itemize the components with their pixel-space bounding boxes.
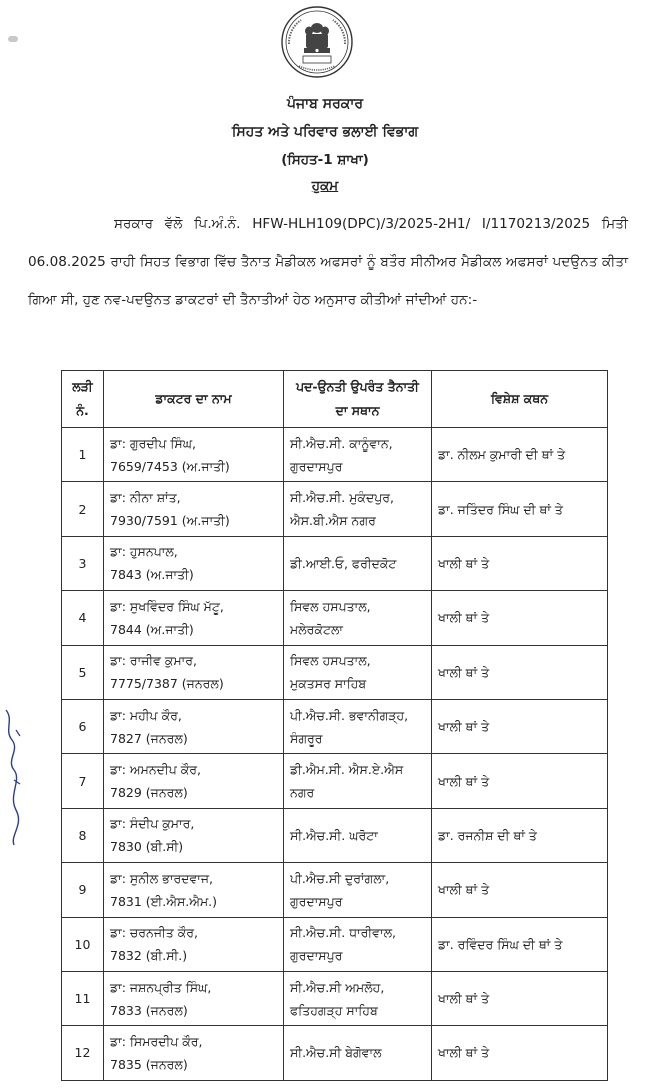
cell-serial: 8 (62, 808, 104, 862)
doctor-name: ਡਾ: ਜਸ਼ਨਪ੍ਰੀਤ ਸਿੰਘ, (110, 979, 212, 995)
place-line-1: ਪੀ.ਐਚ.ਸੀ. ਭਵਾਨੀਗੜ੍ਹ, (290, 707, 409, 723)
cell-doctor (104, 428, 284, 482)
doctor-name: ਡਾ: ਸੁਨੀਲ ਭਾਰਦਵਾਜ, (110, 870, 214, 886)
cell-serial: 11 (62, 971, 104, 1025)
cell-remarks: ਡਾ. ਰਵਿੰਦਰ ਸਿੰਘ ਦੀ ਥਾਂ ਤੇ (432, 917, 608, 971)
place-line-1: ਸੀ.ਐਚ.ਸੀ. ਕਾਨੂੰਵਾਨ, (290, 435, 393, 451)
table-row (62, 536, 608, 590)
cell-place (284, 1026, 432, 1080)
header-doctor-name: ਡਾਕਟਰ ਦਾ ਨਾਮ (104, 371, 284, 428)
cell-serial: 10 (62, 917, 104, 971)
cell-serial: 9 (62, 863, 104, 917)
cell-place (284, 645, 432, 699)
doctor-name: ਡਾ: ਅਮਨਦੀਪ ਕੌਰ, (110, 762, 201, 778)
cell-serial: 12 (62, 1026, 104, 1080)
place-line-1: ਸੀ.ਐਚ.ਸੀ ਬੇਗੋਵਾਲ (290, 1045, 382, 1061)
cell-place (284, 808, 432, 862)
cell-serial: 5 (62, 645, 104, 699)
cell-doctor (104, 591, 284, 645)
header-order-title: ਹੁਕਮ (311, 178, 339, 194)
header-posting-place: ਪਦ-ਉਨਤੀ ਉਪਰੰਤ ਤੈਨਾਤੀ ਦਾ ਸਥਾਨ (284, 371, 432, 428)
order-body-text: ਸਰਕਾਰ ਵੱਲੋ ਪਿ.ਅੰ.ਨੰ. HFW-HLH109(DPC)/3/2025-2H1/ I/1170213/2025 ਮਿਤੀ 06.08.2025 ਰਾਹੀ ਸਿਹਤ ਵਿਭਾਗ ਵਿੱਚ ਤੈਨਾਤ ਮੈਡੀਕਲ ਅਫਸਰਾਂ ਨੂੰ ਬਤੌਰ ਸੀਨੀਅਰ ਮੈਡੀਕਲ ਅਫਸਰਾਂ ਪਦਉਨਤ ਕੀਤਾ ਗਿਆ ਸੀ, ਹੁਣ ਨਵ-ਪਦਉਨਤ ਡਾਕਟਰਾਂ ਦੀ ਤੈਨਾਤੀਆਂ ਹੇਠ ਅਨੁਸਾਰ ਕੀਤੀਆਂ ਜਾਂਦੀਆਂ ਹਨ:- (28, 216, 628, 308)
doctor-name: ਡਾ: ਮਹੀਪ ਕੌਰ, (110, 707, 182, 723)
doctor-code: 7832 (ਬੀ.ਸੀ.) (110, 948, 188, 964)
place-line-1: ਪੀ.ਐਚ.ਸੀ ਦੁਰਾਂਗਲਾ, (290, 870, 390, 886)
table-row (62, 808, 608, 862)
cell-doctor (104, 863, 284, 917)
cell-remarks: ਡਾ. ਰਜਨੀਸ਼ ਦੀ ਥਾਂ ਤੇ (432, 808, 608, 862)
cell-remarks: ਖਾਲੀ ਥਾਂ ਤੇ (432, 699, 608, 753)
cell-doctor (104, 482, 284, 536)
cell-doctor (104, 536, 284, 590)
cell-place (284, 863, 432, 917)
place-line-2: ਮਲੇਰਕੋਟਲਾ (290, 621, 343, 637)
cell-doctor (104, 971, 284, 1025)
table-row (62, 645, 608, 699)
place-line-2: ਫਤਿਹਗੜ੍ਹ ਸਾਹਿਬ (290, 1002, 378, 1018)
place-line-1: ਸੀ.ਐਚ.ਸੀ. ਘਰੋਟਾ (290, 827, 378, 843)
header-department: ਸਿਹਤ ਅਤੇ ਪਰਿਵਾਰ ਭਲਾਈ ਵਿਭਾਗ (231, 124, 419, 140)
doctor-name: ਡਾ: ਨੀਨਾ ਸ਼ਾਂਤ, (110, 490, 181, 506)
doctor-code: 7835 (ਜਨਰਲ) (110, 1056, 188, 1072)
table-row (62, 591, 608, 645)
cell-remarks: ਡਾ. ਜਤਿੰਦਰ ਸਿੰਘ ਦੀ ਥਾਂ ਤੇ (432, 482, 608, 536)
cell-place (284, 917, 432, 971)
place-line-1: ਸੀ.ਐਚ.ਸੀ ਅਮਲੋਹ, (290, 979, 385, 995)
cell-doctor (104, 699, 284, 753)
punch-hole-mark (8, 36, 18, 42)
cell-place (284, 754, 432, 808)
cell-place (284, 428, 432, 482)
cell-remarks: ਖਾਲੀ ਥਾਂ ਤੇ (432, 863, 608, 917)
table-row (62, 917, 608, 971)
cell-remarks: ਡਾ. ਨੀਲਮ ਕੁਮਾਰੀ ਦੀ ਥਾਂ ਤੇ (432, 428, 608, 482)
doctor-code: 7827 (ਜਨਰਲ) (110, 730, 188, 746)
doctor-name: ਡਾ: ਸਿਮਰਦੀਪ ਕੌਰ, (110, 1033, 203, 1049)
table-row (62, 1026, 608, 1080)
doctor-name: ਡਾ: ਸੰਦੀਪ ਕੁਮਾਰ, (110, 816, 195, 832)
table-row (62, 428, 608, 482)
cell-remarks: ਖਾਲੀ ਥਾਂ ਤੇ (432, 536, 608, 590)
cell-doctor (104, 645, 284, 699)
cell-doctor (104, 754, 284, 808)
header-branch: (ਸਿਹਤ-1 ਸ਼ਾਖਾ) (281, 152, 369, 168)
cell-serial: 4 (62, 591, 104, 645)
cell-remarks: ਖਾਲੀ ਥਾਂ ਤੇ (432, 1026, 608, 1080)
cell-place (284, 536, 432, 590)
place-line-1: ਸਿਵਲ ਹਸਪਤਾਲ, (290, 598, 371, 614)
cell-remarks: ਖਾਲੀ ਥਾਂ ਤੇ (432, 645, 608, 699)
cell-place (284, 482, 432, 536)
header-government: ਪੰਜਾਬ ਸਰਕਾਰ (286, 96, 364, 112)
place-line-1: ਡੀ.ਐਮ.ਸੀ. ਐਸ.ਏ.ਐਸ (290, 762, 404, 778)
doctor-code: 7833 (ਜਨਰਲ) (110, 1002, 188, 1018)
margin-handwritten-mark (0, 700, 24, 850)
place-line-1: ਡੀ.ਆਈ.ਓ, ਫਰੀਦਕੋਟ (290, 555, 397, 571)
table-row (62, 754, 608, 808)
place-line-1: ਸੀ.ਐਚ.ਸੀ. ਮੁਕੰਦਪੁਰ, (290, 490, 395, 506)
cell-serial: 7 (62, 754, 104, 808)
doctor-code: 7930/7591 (ਅ.ਜਾਤੀ) (110, 513, 230, 529)
doctor-code: 7843 (ਅ.ਜਾਤੀ) (110, 567, 194, 583)
table-row (62, 971, 608, 1025)
cell-place (284, 699, 432, 753)
cell-doctor (104, 917, 284, 971)
doctor-name: ਡਾ: ਸੁਖਵਿੰਦਰ ਸਿੰਘ ਮੱਟੂ, (110, 598, 224, 614)
place-line-2: ਗੁਰਦਾਸਪੁਰ (290, 458, 343, 474)
cell-doctor (104, 808, 284, 862)
place-line-2: ਸੰਗਰੂਰ (290, 730, 323, 746)
order-body-paragraph (28, 205, 628, 319)
doctor-code: 7775/7387 (ਜਨਰਲ) (110, 676, 224, 692)
place-line-1: ਸਿਵਲ ਹਸਪਤਾਲ, (290, 653, 371, 669)
cell-serial: 1 (62, 428, 104, 482)
cell-remarks: ਖਾਲੀ ਥਾਂ ਤੇ (432, 591, 608, 645)
doctor-code: 7831 (ਈ.ਐਸ.ਐਮ.) (110, 893, 218, 909)
cell-remarks: ਖਾਲੀ ਥਾਂ ਤੇ (432, 971, 608, 1025)
header-remarks: ਵਿਸ਼ੇਸ਼ ਕਥਨ (432, 371, 608, 428)
doctor-name: ਡਾ: ਚਰਨਜੀਤ ਕੌਰ, (110, 925, 199, 941)
doctor-code: 7830 (ਬੀ.ਸੀ) (110, 839, 184, 855)
doctor-code: 7829 (ਜਨਰਲ) (110, 785, 188, 801)
place-line-2: ਮੁਕਤਸਰ ਸਾਹਿਬ (290, 676, 367, 692)
cell-serial: 2 (62, 482, 104, 536)
cell-doctor (104, 1026, 284, 1080)
table-header-row (62, 371, 608, 428)
doctor-name: ਡਾ: ਰਾਜੀਵ ਕੁਮਾਰ, (110, 653, 197, 669)
table-row (62, 482, 608, 536)
table-row (62, 699, 608, 753)
table-row (62, 863, 608, 917)
place-line-2: ਐਸ.ਬੀ.ਐਸ ਨਗਰ (290, 513, 376, 529)
place-line-1: ਸੀ.ਐਚ.ਸੀ. ਧਾਰੀਵਾਲ, (290, 925, 396, 941)
cell-remarks: ਖਾਲੀ ਥਾਂ ਤੇ (432, 754, 608, 808)
cell-serial: 6 (62, 699, 104, 753)
doctor-name: ਡਾ: ਹੁਸਨਪਾਲ, (110, 544, 178, 560)
doctor-code: 7844 (ਅ.ਜਾਤੀ) (110, 621, 194, 637)
doctor-name: ਡਾ: ਗੁਰਦੀਪ ਸਿੰਘ, (110, 435, 197, 451)
cell-serial: 3 (62, 536, 104, 590)
place-line-2: ਗੁਰਦਾਸਪੁਰ (290, 948, 343, 964)
government-emblem-seal (279, 4, 355, 80)
header-serial-number: ਲੜੀ ਨੰ. (62, 371, 104, 428)
cell-place (284, 971, 432, 1025)
cell-place (284, 591, 432, 645)
postings-table (61, 370, 608, 1081)
place-line-2: ਨਗਰ (290, 785, 315, 801)
doctor-code: 7659/7453 (ਅ.ਜਾਤੀ) (110, 458, 230, 474)
place-line-2: ਗੁਰਦਾਸਪੁਰ (290, 893, 343, 909)
